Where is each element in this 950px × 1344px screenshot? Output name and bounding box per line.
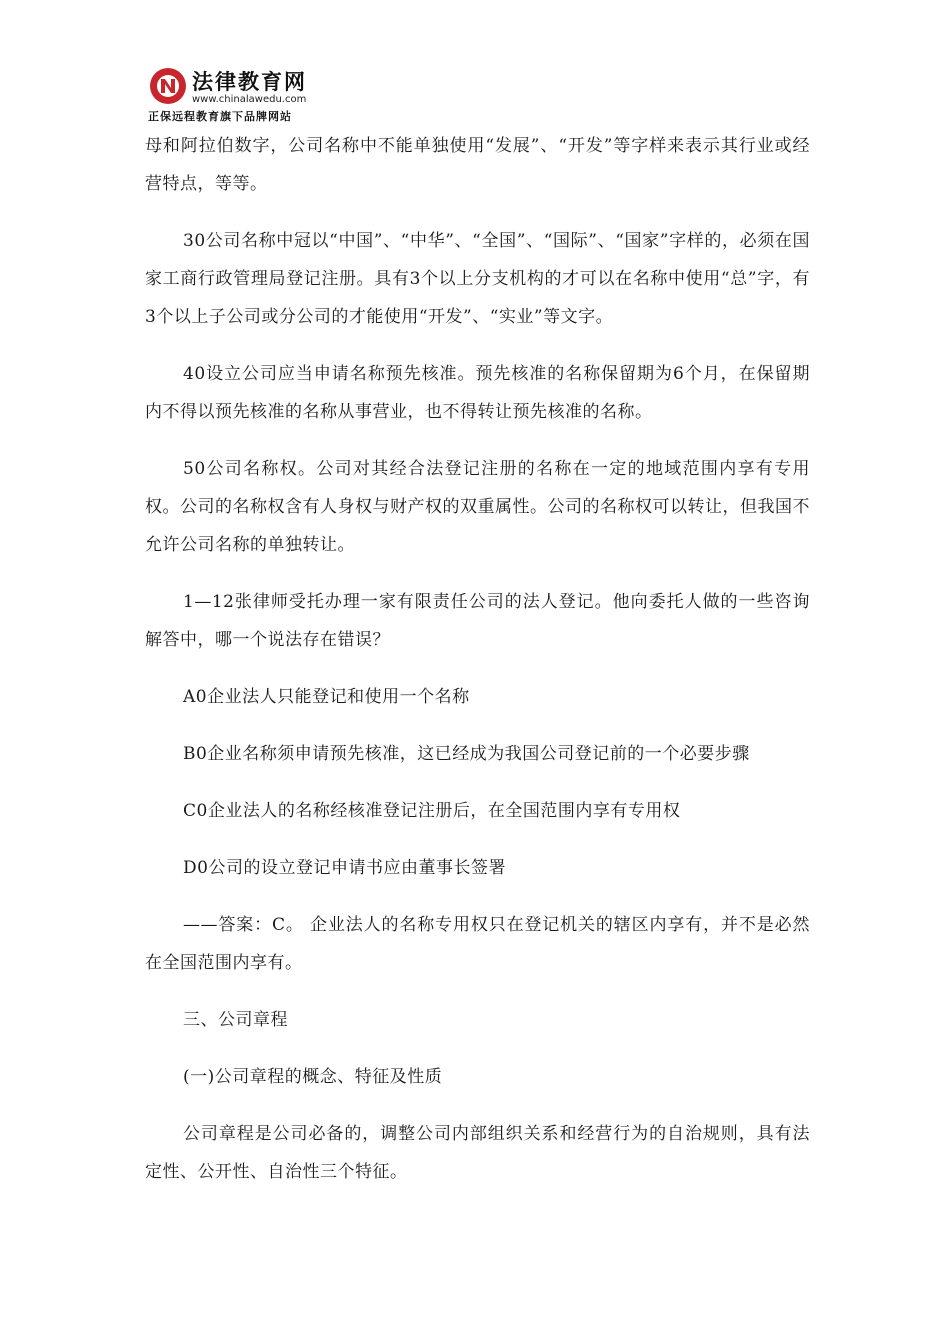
site-header xyxy=(148,64,338,122)
option-a: A0企业法人只能登记和使用一个名称 xyxy=(183,687,470,707)
option-d: D0公司的设立登记申请书应由董事长签署 xyxy=(183,858,506,878)
option-b: B0企业名称须申请预先核准，这已经成为我国公司登记前的一个必要步骤 xyxy=(183,744,750,764)
document-body xyxy=(145,127,810,1191)
brand-name: 法律教育网 xyxy=(192,70,307,94)
answer-paragraph: ——答案：C。 企业法人的名称专用权只在登记机关的辖区内享有，并不是必然在全国范围内享有。 xyxy=(145,915,810,973)
section-heading: 三、公司章程 xyxy=(183,1010,288,1030)
paragraph-charter-definition: 公司章程是公司必备的，调整公司内部组织关系和经营行为的自治规则，具有法定性、公开性、自治性三个特征。 xyxy=(145,1124,810,1182)
brand-slogan: 正保远程教育旗下品牌网站 xyxy=(148,110,292,123)
law-edu-logo-icon xyxy=(148,66,188,106)
paragraph-item-4: 40设立公司应当申请名称预先核准。预先核准的名称保留期为6个月，在保留期内不得以预先核准的名称从事营业，也不得转让预先核准的名称。 xyxy=(145,364,810,422)
option-c: C0企业法人的名称经核准登记注册后，在全国范围内享有专用权 xyxy=(183,801,681,821)
subsection-heading: (一)公司章程的概念、特征及性质 xyxy=(183,1067,443,1087)
paragraph-continuation: 母和阿拉伯数字，公司名称中不能单独使用“发展”、“开发”等字样来表示其行业或经营特点，等等。 xyxy=(145,136,810,194)
paragraph-item-5: 50公司名称权。公司对其经合法登记注册的名称在一定的地域范围内享有专用权。公司的名称权含有人身权与财产权的双重属性。公司的名称权可以转让，但我国不允许公司名称的单独转让。 xyxy=(145,459,810,555)
paragraph-item-3: 30公司名称中冠以“中国”、“中华”、“全国”、“国际”、“国家”字样的，必须在国家工商行政管理局登记注册。具有3个以上分支机构的才可以在名称中使用“总”字，有3个以上子公司或分公司的才能使用“开发”、“实业”等文字。 xyxy=(145,231,810,327)
brand-url: www.chinalawedu.com xyxy=(192,94,307,105)
question-stem: 1—12张律师受托办理一家有限责任公司的法人登记。他向委托人做的一些咨询解答中，哪一个说法存在错误？ xyxy=(145,592,810,650)
